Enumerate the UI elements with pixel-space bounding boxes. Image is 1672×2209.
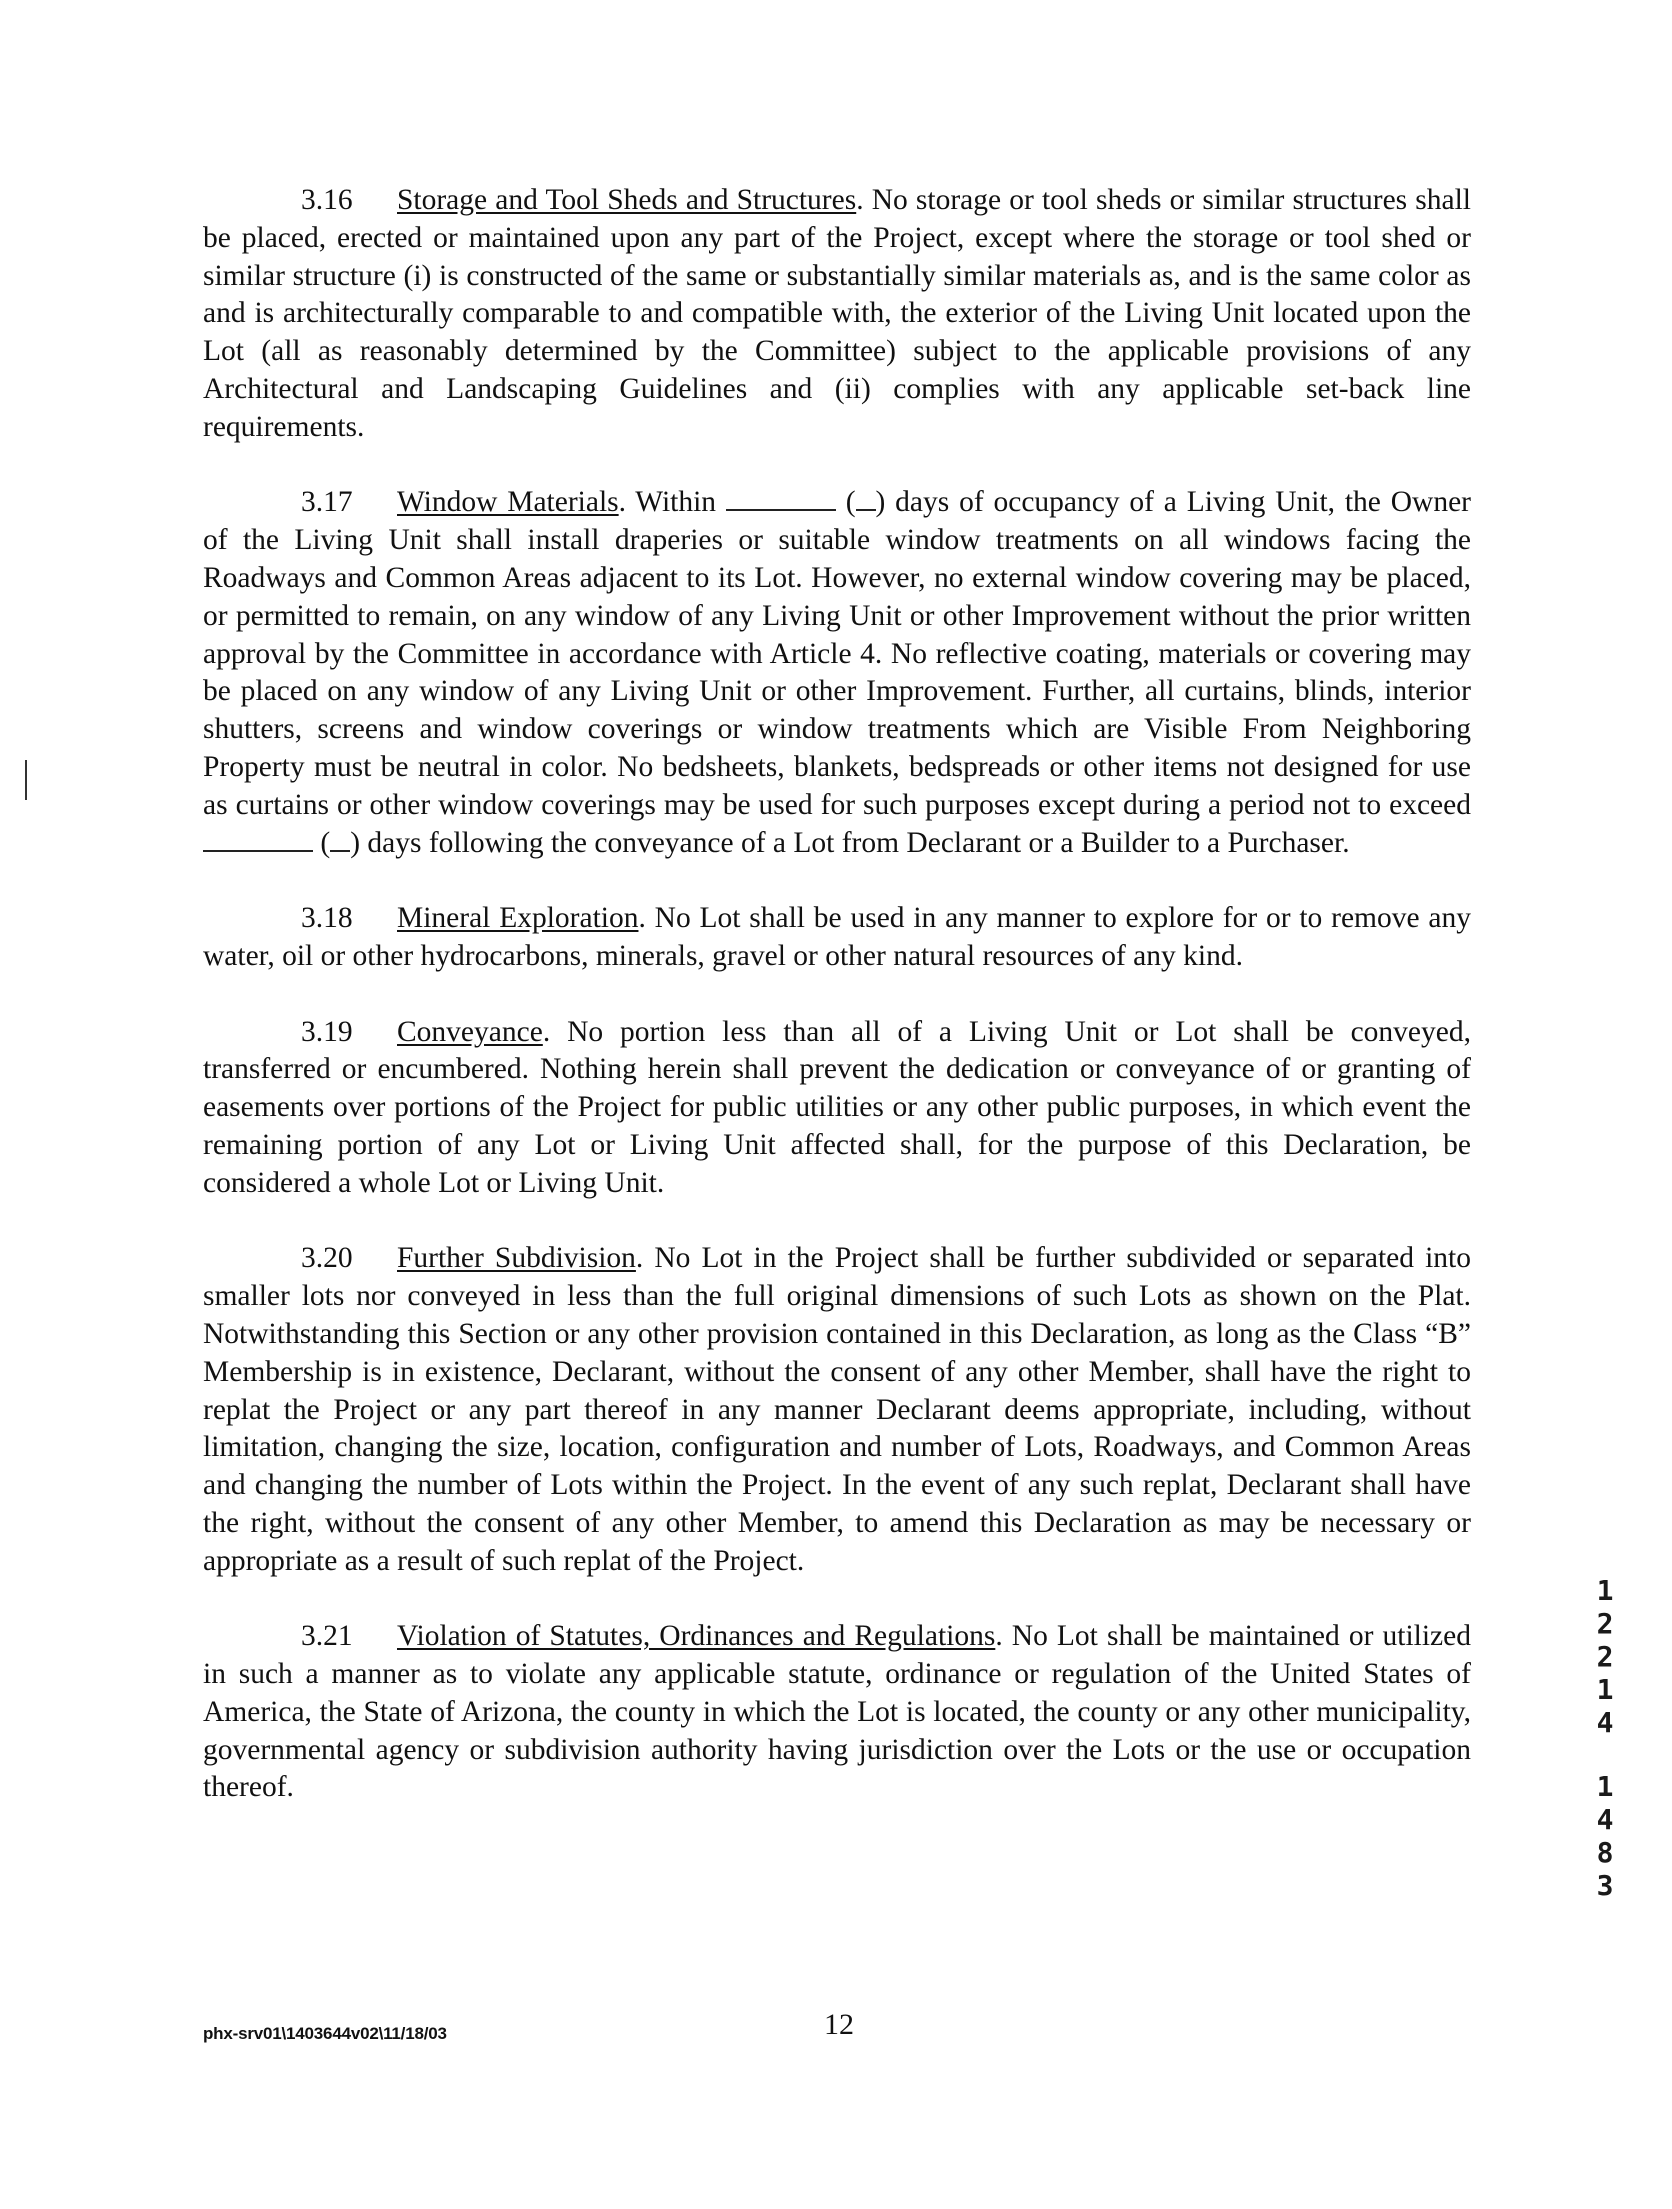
- section-3-16: [203, 182, 1471, 447]
- section-3-17: 3.17 Window Materials. Within ( ) days of occupancy of a Living Unit, the Owner of the Living Unit shall install draperies or suitable window treatments on all windows facing the Roadways and Common Areas adjacent to its Lot. However, no external window covering may be placed, or permitted to remain, on any window of any Living Unit or other Improvement without the prior written approval by the Committee in accordance with Article 4. No reflective coating, materials or covering may be placed on any window of any Living Unit or other Improvement. Further, all curtains, blinds, interior shutters, screens and window coverings or window treatments which are Visible From Neighboring Property must be neutral in color. No bedsheets, blankets, bedspreads or other items not designed for use as curtains or other window coverings may be used for such purposes except during a period not to exceed ( ) days following the conveyance of a Lot from Declarant or a Builder to a Purchaser.: [203, 486, 1471, 859]
- section-3-18: [203, 900, 1471, 976]
- recording-stamp-group-a: [1590, 1574, 1620, 1739]
- document-body: [203, 182, 1471, 1845]
- section-heading: Storage and Tool Sheds and Structures: [397, 184, 857, 216]
- section-heading: Conveyance: [397, 1015, 543, 1048]
- margin-revision-mark: [25, 760, 27, 800]
- section-heading: Violation of Statutes, Ordinances and Regulations: [397, 1620, 996, 1653]
- blank-days-number: [856, 485, 876, 511]
- section-text: days following the conveyance of a Lot from Declarant or a Builder to a Purchaser.: [360, 826, 1350, 859]
- stamp-digit: 2: [1596, 1607, 1614, 1640]
- stamp-digit: 2: [1596, 1640, 1614, 1673]
- stamp-digit: 4: [1596, 1803, 1614, 1836]
- section-number: 3.17: [301, 486, 353, 519]
- section-number: 3.18: [301, 902, 353, 935]
- section-number: 3.16: [301, 184, 353, 216]
- section-3-20: [203, 1240, 1471, 1580]
- section-3-19: [203, 1014, 1471, 1203]
- section-text: . No storage or tool sheds or similar structures shall be placed, erected or maintained upon any part of the Project, except where the storage or tool shed or similar structure (i) is constructed of the same or substantially similar materials as, and is the same color as and is architecturally comparable to and compatible with, the exterior of the Living Unit located upon the Lot (all as reasonably determined by the Committee) subject to the applicable provisions of any Architectural and Landscaping Guidelines and (ii) complies with any applicable set-back line requirements.: [203, 184, 1471, 443]
- section-heading: Window Materials: [397, 486, 619, 519]
- section-text: . No Lot shall be maintained or utilized in such a manner as to violate any applicable statute, ordinance or regulation of the United States of America, the State of Arizona, the county in which the Lot is located, the county or any other municipality, governmental agency or subdivision authority having jurisdiction over the Lots or the use or occupation thereof.: [203, 1620, 1471, 1804]
- section-number: 3.19: [301, 1015, 353, 1048]
- section-3-21: [203, 1618, 1471, 1807]
- stamp-digit: 1: [1596, 1574, 1614, 1607]
- blank-period-words: [203, 826, 313, 852]
- section-text: . No portion less than all of a Living Unit or Lot shall be conveyed, transferred or encumbered. Nothing herein shall prevent the dedication or conveyance of or granting of easements over portions of the Project for public utilities or any other public purposes, in which event the remaining portion of any Lot or Living Unit affected shall, for the purpose of this Declaration, be considered a whole Lot or Living Unit.: [203, 1015, 1471, 1199]
- section-text: days of occupancy of a Living Unit, the Owner of the Living Unit shall install draperies or suitable window treatments on all windows facing the Roadways and Common Areas adjacent to its Lot. However, no external window covering may be placed, or permitted to remain, on any window of any Living Unit or other Improvement without the prior written approval by the Committee in accordance with Article 4. No reflective coating, materials or covering may be placed on any window of any Living Unit or other Improvement. Further, all curtains, blinds, interior shutters, screens and window coverings or window treatments which are Visible From Neighboring Property must be neutral in color. No bedsheets, blankets, bedspreads or other items not designed for use as curtains or other window coverings may be used for such purposes except during a period not to exceed: [203, 486, 1471, 821]
- blank-period-number: [330, 826, 350, 852]
- section-text: . Within: [618, 486, 726, 519]
- section-text: . No Lot in the Project shall be further subdivided or separated into smaller lots nor conveyed in less than the full original dimensions of such Lots as shown on the Plat. Notwithstanding this Section or any other provision contained in this Declaration, as long as the Class “B” Membership is in existence, Declarant, without the consent of any other Member, shall have the right to replat the Project or any part thereof in any manner Declarant deems appropriate, including, without limitation, changing the size, location, configuration and number of Lots, Roadways, and Common Areas and changing the number of Lots within the Project. In the event of any such replat, Declarant shall have the right, without the consent of any other Member, to amend this Declaration as may be necessary or appropriate as a result of such replat of the Project.: [203, 1242, 1471, 1577]
- footer-document-id: phx-srv01\1403644v02\11/18/03: [203, 2024, 447, 2043]
- section-number: 3.21: [301, 1620, 353, 1653]
- recording-stamp-group-b: [1590, 1770, 1620, 1902]
- section-heading: Mineral Exploration: [397, 902, 639, 935]
- section-text: . No Lot shall be used in any manner to explore for or to remove any water, oil or other hydrocarbons, minerals, gravel or other natural resources of any kind.: [203, 902, 1471, 972]
- stamp-digit: 1: [1596, 1673, 1614, 1706]
- stamp-digit: 4: [1596, 1706, 1614, 1739]
- stamp-digit: 3: [1596, 1869, 1614, 1902]
- stamp-digit: 1: [1596, 1770, 1614, 1803]
- section-number: 3.20: [301, 1242, 353, 1275]
- footer-page-number: 12: [824, 2008, 854, 2041]
- section-heading: Further Subdivision: [397, 1242, 636, 1275]
- stamp-digit: 8: [1596, 1836, 1614, 1869]
- blank-days-words: [726, 485, 836, 511]
